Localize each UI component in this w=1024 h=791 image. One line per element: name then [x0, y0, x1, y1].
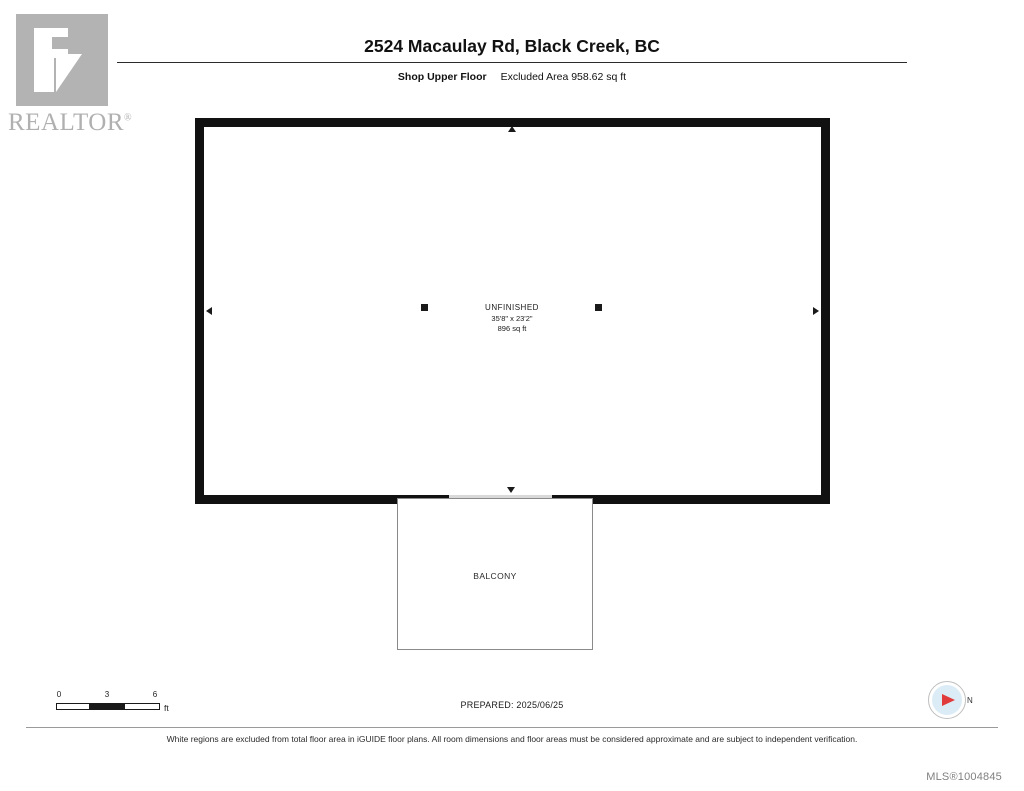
mls-number: MLS®1004845	[926, 771, 1002, 783]
page-title: 2524 Macaulay Rd, Black Creek, BC	[364, 36, 660, 56]
scale-tick-3: 3	[104, 690, 110, 699]
room-balcony	[397, 498, 593, 650]
room-unfinished-area: 896 sq ft	[497, 323, 527, 333]
prepared-date: PREPARED: 2025/06/25	[460, 700, 564, 710]
scale-tick-6: 6	[152, 690, 158, 699]
realtor-wordmark-text: REALTOR	[8, 109, 125, 136]
dimension-arrow-left-icon	[206, 307, 212, 315]
floor-label: Shop Upper Floor	[397, 71, 487, 83]
dimension-arrow-up-icon	[508, 126, 516, 132]
room-balcony-label: BALCONY	[473, 571, 517, 581]
compass-north-label: N	[967, 696, 973, 705]
registered-mark: ®	[124, 112, 133, 124]
footer-divider	[26, 727, 998, 728]
room-unfinished-dimensions: 35'8" x 23'2"	[491, 313, 533, 323]
disclaimer-text: White regions are excluded from total floor area in iGUIDE floor plans. All room dimensions and floor areas must be considered approximate and are subject to independent verification.	[166, 734, 858, 744]
support-post	[595, 304, 602, 311]
dimension-arrow-right-icon	[813, 307, 819, 315]
scale-bar-labels	[56, 690, 160, 700]
room-unfinished-name: UNFINISHED	[485, 303, 539, 312]
dimension-arrow-down-icon	[507, 487, 515, 493]
compass-needle-icon	[942, 694, 955, 706]
room-unfinished-label-block	[437, 303, 587, 334]
scale-tick-0: 0	[56, 690, 62, 699]
excluded-area-label: Excluded Area 958.62 sq ft	[500, 71, 627, 83]
scale-unit-label: ft	[164, 703, 169, 713]
compass-icon	[928, 681, 973, 719]
support-post	[421, 304, 428, 311]
